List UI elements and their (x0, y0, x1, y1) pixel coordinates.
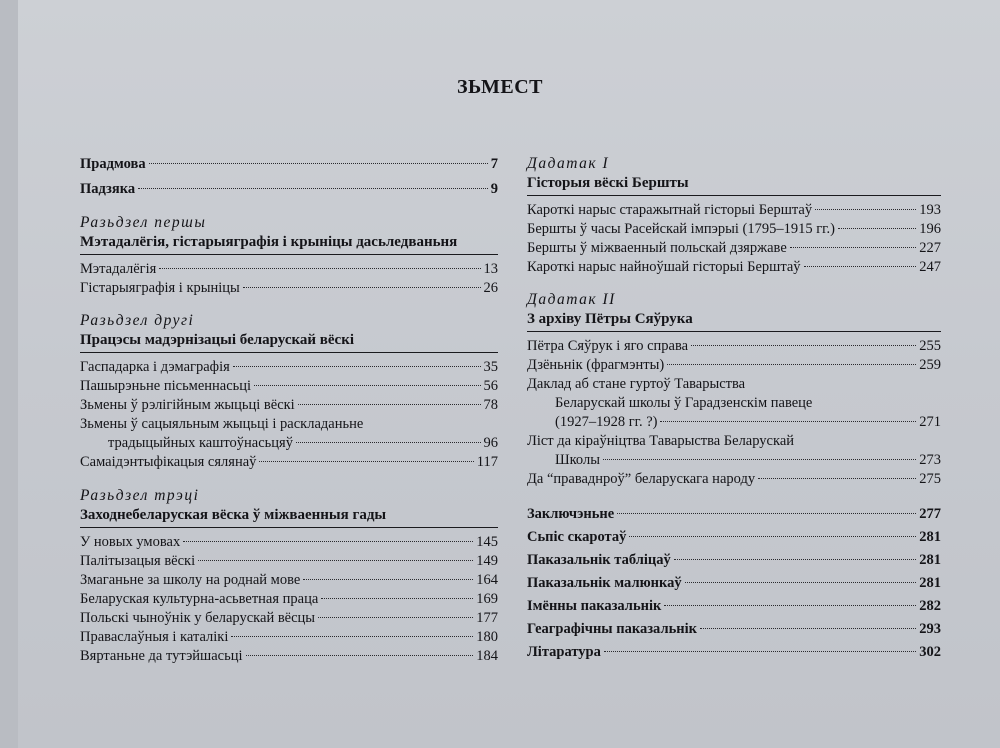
toc-entry: Бершты ў часы Расейскай імпэрыі (1795–1915 гг.) 196 (527, 221, 941, 237)
section-title: Заходнебеларуская вёска ў міжваенныя гады (80, 505, 498, 528)
section-label: Разьдзел трэці (80, 487, 200, 504)
toc-entry: У новых умовах 145 (80, 534, 498, 550)
toc-entry: Кароткі нарыс старажытнай гісторыі Берштаў 193 (527, 202, 941, 218)
toc-entry: Паказальнік малюнкаў 281 (527, 575, 941, 591)
appendix-2 (527, 291, 941, 489)
section-label: Дадатак І (527, 155, 610, 172)
toc-entry: Пётра Сяўрук і яго справа 255 (527, 338, 941, 354)
back-matter (527, 505, 941, 662)
appendix-1 (527, 155, 941, 277)
section-2 (80, 312, 498, 472)
toc-entry-multiline: Ліст да кіраўніцтва Таварыства Беларускай Школы 273 (527, 433, 941, 468)
section-1 (80, 214, 498, 298)
section-label: Дадатак ІІ (527, 291, 616, 308)
toc-entry: Змаганьне за школу на роднай мове 164 (80, 572, 498, 588)
page-title: ЗЬМЕСТ (457, 76, 543, 98)
section-3 (80, 487, 498, 666)
toc-entry: Прадмова 7 (80, 156, 498, 172)
section-title: Працэсы мадэрнізацыі беларускай вёскі (80, 330, 498, 353)
toc-entry: Гістарыяграфія і крыніцы 26 (80, 280, 498, 296)
toc-entry: Заключэньне 277 (527, 506, 941, 522)
toc-left-column (80, 155, 498, 666)
toc-entry: Вяртаньне да тутэйшасьці 184 (80, 648, 498, 664)
section-label: Разьдзел другі (80, 312, 195, 329)
toc-entry: Беларуская культурна-асьветная праца 169 (80, 591, 498, 607)
toc-entry: Геаграфічны паказальнік 293 (527, 621, 941, 637)
section-title: Гісторыя вёскі Бершты (527, 173, 941, 196)
toc-entry: Польскі чыноўнік у беларускай вёсцы 177 (80, 610, 498, 626)
toc-entry: Бершты ў міжваенный польскай дзяржаве 227 (527, 240, 941, 256)
toc-entry: Імённы паказальнік 282 (527, 598, 941, 614)
toc-entry: Дзёньнік (фрагмэнты) 259 (527, 357, 941, 373)
toc-entry: Самаідэнтыфікацыя сялянаў 117 (80, 454, 498, 470)
toc-entry: Сьпіс скаротаў 281 (527, 529, 941, 545)
toc-entry: Кароткі нарыс найноўшай гісторыі Берштаў 247 (527, 259, 941, 275)
toc-entry: Падзяка 9 (80, 181, 498, 197)
section-label: Разьдзел першы (80, 214, 207, 231)
toc-entry: Гаспадарка і дэмаграфія 35 (80, 359, 498, 375)
toc-entry-multiline: Зьмены ў сацыяльным жыцьці і раскладаньне традыцыйных каштоўнасьцяў 96 (80, 416, 498, 451)
toc-entry: Паказальнік табліцаў 281 (527, 552, 941, 568)
toc-entry-multiline: Даклад аб стане гуртоў Таварыства Беларускай школы ў Гарадзенскім павеце (1927–1928 гг. ?) 271 (527, 376, 941, 430)
toc-entry: Літаратура 302 (527, 644, 941, 660)
toc-entry: Да “праваднроў” беларускага народу 275 (527, 471, 941, 487)
section-title: З архіву Пётры Сяўрука (527, 309, 941, 332)
toc-entry: Мэтадалёгія 13 (80, 261, 498, 277)
toc-entry: Пашырэньне пісьменнасьці 56 (80, 378, 498, 394)
toc-entry: Палітызацыя вёскі 149 (80, 553, 498, 569)
toc-entry: Праваслаўныя і каталікі 180 (80, 629, 498, 645)
section-title: Мэтадалёгія, гістарыяграфія і крыніцы дасьледваньня (80, 232, 498, 255)
toc-entry: Зьмены ў рэлігійным жыцьці вёскі 78 (80, 397, 498, 413)
toc-right-column (527, 155, 941, 662)
